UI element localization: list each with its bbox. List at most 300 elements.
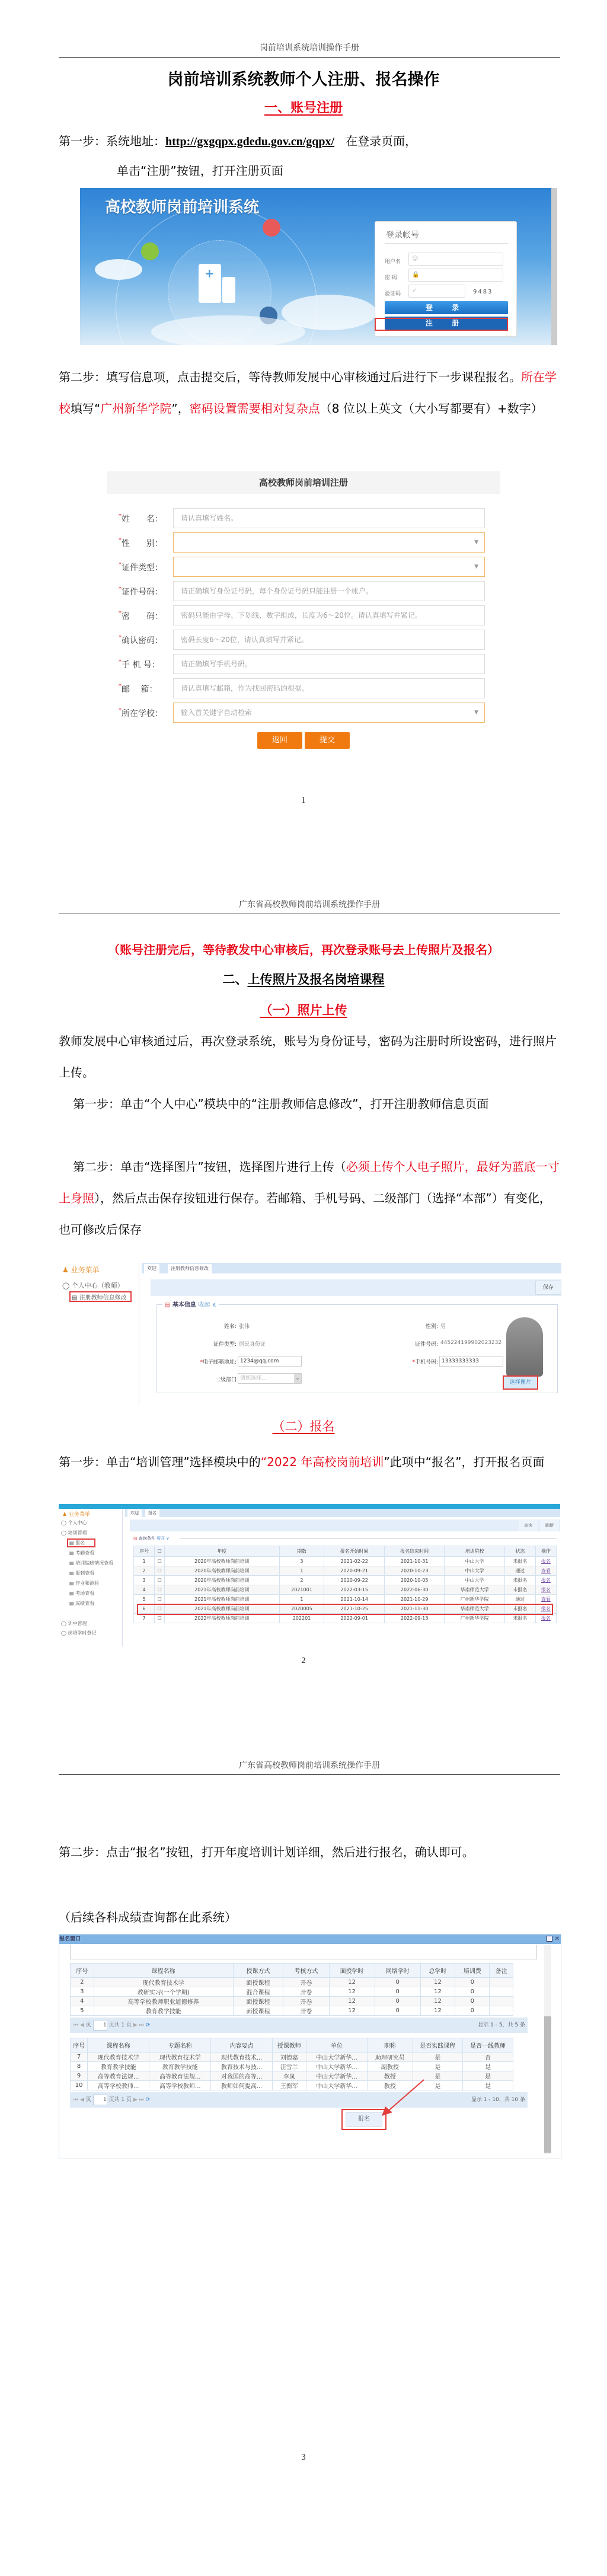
maximize-icon[interactable] xyxy=(547,1936,552,1942)
table-row xyxy=(71,2081,513,2090)
table-cell xyxy=(413,2062,463,2071)
expand-toggle[interactable]: 展开 ∨ xyxy=(156,1536,170,1541)
step1-line2: 单击“注册”按钮，打开注册页面 xyxy=(117,164,283,178)
highlight-box xyxy=(503,1375,538,1390)
column-header-text: 操作 xyxy=(541,1549,551,1554)
menu-label: 考场查看 xyxy=(75,1591,95,1596)
row-action-link[interactable]: 查看 xyxy=(541,1568,551,1573)
column-header xyxy=(94,1964,233,1978)
row-action-link[interactable]: 报名 xyxy=(541,1559,551,1564)
table-cell[interactable] xyxy=(535,1576,556,1585)
cell-text: 0 xyxy=(395,2007,400,2014)
sidebar-item-edit-profile[interactable]: ▤ 注册教师信息修改 xyxy=(72,1295,127,1301)
dept-select[interactable] xyxy=(238,1373,302,1384)
cell-text: 202201 xyxy=(292,1616,311,1621)
table-cell xyxy=(329,1987,375,1997)
email-label: *电子邮箱地址: xyxy=(200,1359,237,1365)
first-page-icon[interactable]: ⏮ xyxy=(74,2097,79,2103)
table-cell xyxy=(71,2052,88,2062)
enroll-step1-text: ”此项中“报名”，打开报名页面 xyxy=(384,1455,545,1469)
column-header xyxy=(233,1964,283,1978)
cell-text: 教育教学技能 xyxy=(145,2009,181,2015)
table-cell xyxy=(329,1978,375,1987)
sidebar-item[interactable]: ▤ 培训编班情况查看 xyxy=(69,1560,114,1566)
column-header xyxy=(134,1546,155,1557)
field-placeholder: 请正确填写身份证号码，每个身份证号码只能注册一个帐户。 xyxy=(181,587,373,595)
table-row xyxy=(71,1987,513,1997)
toolbar xyxy=(130,1520,560,1531)
table-cell xyxy=(279,1585,324,1595)
cell-text: 4 xyxy=(142,1587,146,1592)
avatar-placeholder xyxy=(506,1317,543,1377)
cell-text: 2020-09-21 xyxy=(340,1568,368,1573)
tab-enroll[interactable]: 报名 xyxy=(145,1509,159,1517)
cell-text: 5 xyxy=(80,2007,84,2014)
checkbox[interactable]: ☐ xyxy=(157,1549,162,1554)
column-header xyxy=(272,2038,306,2052)
table-cell xyxy=(455,2006,490,2016)
step1-prefix: 第一步：系统地址： xyxy=(59,134,165,148)
id-type-label: 证件类型: xyxy=(213,1342,237,1348)
chevron-down-icon[interactable]: ▼ xyxy=(474,540,478,545)
cell-text: 未报名 xyxy=(513,1559,528,1564)
row-checkbox[interactable]: ☐ xyxy=(155,1576,165,1585)
page-input[interactable]: 1 xyxy=(93,2020,107,2031)
scores-note: （后续各科成绩查询都在此系统） xyxy=(59,1910,237,1924)
section-label: 基本信息 xyxy=(172,1302,196,1308)
table-cell xyxy=(134,1557,155,1566)
cell-text: 7 xyxy=(142,1616,146,1621)
table-cell xyxy=(306,2052,367,2062)
table-cell xyxy=(165,1576,279,1585)
cell-text: 是 xyxy=(435,2055,441,2061)
step1-paragraph xyxy=(59,126,560,158)
cell-text: 未报名 xyxy=(513,1606,528,1611)
menu-label: 培训管理 xyxy=(68,1530,87,1536)
table-cell xyxy=(279,1576,324,1585)
table-cell xyxy=(211,2062,272,2071)
field-label-text: 证件类型： xyxy=(122,563,163,573)
upload-step2-text: ），然后点击保存按钮进行保存。若邮箱、手机号码、二级部门（选择“本部”）有变化，也可修改后保存 xyxy=(59,1191,551,1237)
section-heading-register xyxy=(0,98,607,116)
table-cell xyxy=(504,1557,535,1566)
sidebar-item[interactable]: ▤ 报名 xyxy=(69,1540,85,1546)
table-cell xyxy=(94,1997,233,2006)
table-cell xyxy=(306,2081,367,2090)
table-cell[interactable] xyxy=(535,1585,556,1595)
refresh-icon[interactable]: ⟳ xyxy=(145,2097,151,2103)
cell-text: 4 xyxy=(80,1998,84,2004)
cell-text: 面授课程 xyxy=(246,1980,270,1987)
cell-text: 10 xyxy=(75,2082,83,2089)
table-cell[interactable] xyxy=(535,1566,556,1576)
tab-welcome[interactable]: 欢迎 xyxy=(127,1509,142,1517)
phone-field[interactable]: 13333333333 xyxy=(439,1356,503,1367)
cell-text: 未报名 xyxy=(513,1587,528,1592)
table-cell xyxy=(88,2071,149,2081)
text-field[interactable] xyxy=(173,678,485,698)
step2-text: ”， xyxy=(171,401,190,416)
cell-text: 2022年高校教师岗前培训 xyxy=(194,1616,250,1621)
hospital-icon-annex xyxy=(222,277,235,303)
column-header-text: 总学时 xyxy=(429,1968,447,1975)
chevron-down-icon[interactable]: ⌄ xyxy=(294,1374,301,1383)
text-field[interactable] xyxy=(173,630,485,650)
table-cell xyxy=(134,1576,155,1585)
filter-legend xyxy=(133,1536,169,1541)
prev-page-icon[interactable]: ◀ xyxy=(79,2097,84,2103)
sidebar-item[interactable]: ▤ 考勤查看 xyxy=(69,1550,95,1556)
username-input[interactable]: ☺ xyxy=(408,253,503,266)
table-cell xyxy=(455,1987,490,1997)
field-label xyxy=(119,683,172,695)
sidebar-menu-title[interactable]: ♟ 业务菜单 xyxy=(62,1266,100,1274)
table-cell xyxy=(279,1566,324,1576)
table-cell xyxy=(384,1595,445,1604)
form-row xyxy=(107,557,500,577)
table-cell xyxy=(283,1978,329,1987)
column-header xyxy=(463,2038,513,2052)
tab-welcome[interactable]: 欢迎 xyxy=(144,1264,159,1273)
sidebar-item-personal-center[interactable]: ◯ 个人中心（教师） xyxy=(62,1282,124,1289)
cell-text: 现代教育技术... xyxy=(221,2055,263,2061)
table-cell xyxy=(504,1595,535,1604)
email-field[interactable]: 1234@qq.com xyxy=(238,1356,302,1367)
cell-text: 12 xyxy=(348,1988,356,1995)
row-checkbox[interactable]: ☐ xyxy=(155,1604,165,1614)
table-cell xyxy=(324,1585,385,1595)
column-header-text: 是否一线教师 xyxy=(470,2043,506,2050)
cell-text: 2022-09-01 xyxy=(340,1616,368,1621)
last-page-icon[interactable]: ⏭ xyxy=(139,2097,144,2103)
step2-school-name: 广州新华学院 xyxy=(100,401,172,416)
phone-label: *手机号码: xyxy=(412,1359,438,1365)
column-header xyxy=(375,1964,420,1978)
dept-label: 二级部门 xyxy=(215,1377,237,1383)
field-label-text: 手 机 号： xyxy=(122,660,160,670)
sidebar-item[interactable]: ▤ 考场查看 xyxy=(69,1591,95,1596)
cell-text: 未报名 xyxy=(513,1578,528,1583)
cell-text: 2021-10-25 xyxy=(340,1606,368,1611)
phone-label-text: 手机号码: xyxy=(414,1359,438,1365)
cell-text: 0 xyxy=(470,1988,474,1995)
row-action-link[interactable]: 报名 xyxy=(541,1587,551,1592)
cell-text: 高等教育法规... xyxy=(97,2074,139,2080)
cell-text: 现代教育技术学 xyxy=(142,1980,184,1987)
column-header-text: 网络学时 xyxy=(385,1968,410,1975)
table-row xyxy=(71,2062,513,2071)
last-page-icon[interactable]: ⏭ xyxy=(139,2022,144,2028)
table-cell xyxy=(71,2006,94,2016)
column-header xyxy=(71,2038,88,2052)
required-mark: * xyxy=(119,513,122,519)
field-label-text: 证件号码： xyxy=(122,588,163,597)
cell-text: 2021-11-30 xyxy=(400,1606,429,1611)
field-label-text: 确认密码： xyxy=(122,636,163,646)
cell-text: 李岚 xyxy=(283,2074,295,2080)
submit-button[interactable]: 提交 xyxy=(305,732,350,749)
table-cell xyxy=(283,2006,329,2016)
cell-text: 2 xyxy=(80,1979,84,1986)
form-icon: ▤ xyxy=(133,1536,138,1541)
cell-text: 0 xyxy=(395,1998,400,2004)
text-field[interactable] xyxy=(173,581,485,601)
row-checkbox[interactable]: ☐ xyxy=(155,1566,165,1576)
column-header-text: 课程名称 xyxy=(151,1968,175,1975)
password-input[interactable]: 🔒 xyxy=(408,269,503,282)
column-header-text: 备注 xyxy=(495,1968,507,1975)
dept-placeholder: 请您选择... xyxy=(240,1375,267,1381)
cell-text: 面授课程 xyxy=(246,2009,270,2015)
table-cell xyxy=(490,1997,513,2006)
cell-text: 中山大学 xyxy=(465,1578,484,1583)
pager-label: 页 xyxy=(85,2022,91,2028)
back-button[interactable]: 返回 xyxy=(257,732,302,749)
cell-text: 教师如何提高... xyxy=(221,2083,263,2090)
cell-text: 3 xyxy=(300,1559,304,1564)
table-cell xyxy=(134,1585,155,1595)
table-cell xyxy=(272,2071,306,2081)
chevron-down-icon[interactable]: ▼ xyxy=(474,564,478,570)
column-header xyxy=(155,1546,165,1557)
table-header-row xyxy=(71,1964,513,1978)
step2-text: 填写“ xyxy=(71,401,101,416)
first-page-icon[interactable]: ⏮ xyxy=(74,2022,79,2028)
cell-text: 12 xyxy=(434,2007,442,2014)
column-header xyxy=(490,1964,513,1978)
subsection-text: （一）照片上传 xyxy=(260,1003,347,1017)
column-header-text: 报名结束时间 xyxy=(400,1549,429,1554)
row-action-link[interactable]: 报名 xyxy=(541,1616,551,1621)
next-page-icon[interactable]: ▶ xyxy=(133,2022,138,2028)
sidebar xyxy=(59,1263,139,1405)
email-label-text: 电子邮箱地址: xyxy=(202,1359,237,1365)
section-number: 二、 xyxy=(222,972,248,987)
row-action-link[interactable]: 报名 xyxy=(541,1606,551,1611)
enroll-button[interactable]: 报名 xyxy=(346,2112,382,2127)
dialog-title-bar xyxy=(59,1935,561,1944)
row-checkbox[interactable]: ☐ xyxy=(155,1557,165,1566)
refresh-icon[interactable]: ⟳ xyxy=(145,2022,151,2028)
cell-text: 现代教育技术学 xyxy=(97,2055,139,2061)
plus-icon: + xyxy=(205,266,215,280)
step2-school-highlight: 所在学校 xyxy=(59,370,557,416)
column-header xyxy=(384,1546,445,1557)
topic-table xyxy=(70,2038,513,2090)
monitor-icon xyxy=(263,219,280,237)
required-mark: * xyxy=(119,537,122,544)
step2-paragraph xyxy=(59,362,560,424)
filter-label: 查询条件 xyxy=(138,1536,155,1541)
enroll-step2: 第二步：点击“报名”按钮，打开年度培训计划详细，然后进行报名，确认即可。 xyxy=(59,1845,474,1859)
tab-edit-profile[interactable]: 注册教师信息修改 xyxy=(168,1264,212,1273)
cell-text: 中山大学 xyxy=(465,1568,484,1573)
cell-text: 面授课程 xyxy=(246,1999,270,2006)
scrollbar-thumb[interactable] xyxy=(544,2016,551,2153)
column-header xyxy=(165,1546,279,1557)
cell-text: 否 xyxy=(485,2055,491,2061)
enroll-dialog-screenshot xyxy=(59,1934,561,2159)
table-header-row xyxy=(134,1546,557,1557)
field-label xyxy=(119,586,172,598)
cell-text: 2020年高校教师岗前培训 xyxy=(194,1559,250,1564)
sidebar-item[interactable]: ▤ 报到查看 xyxy=(69,1571,95,1576)
chevron-down-icon[interactable]: ▼ xyxy=(474,710,478,716)
menu-label: 业务菜单 xyxy=(71,1266,100,1274)
table-cell[interactable] xyxy=(535,1595,556,1604)
menu-label: 个人中心（教师） xyxy=(71,1282,124,1289)
table-cell xyxy=(463,2071,513,2081)
cell-text: 教育教学技能 xyxy=(162,2064,198,2071)
table-cell xyxy=(211,2052,272,2062)
column-header xyxy=(279,1546,324,1557)
save-button[interactable]: 保存 xyxy=(535,1281,561,1295)
cell-text: 2021年高校教师岗前培训 xyxy=(194,1587,250,1592)
cell-text: 教育教学技能 xyxy=(100,2064,136,2071)
divider xyxy=(180,1538,557,1539)
row-checkbox[interactable]: ☐ xyxy=(155,1585,165,1595)
cell-text: 开卷 xyxy=(300,1980,312,1987)
field-placeholder: 请认真填写邮箱，作为找回密码的根据。 xyxy=(181,684,309,692)
menu-label: 个人中心 xyxy=(68,1520,87,1525)
captcha-label: 验证码 xyxy=(385,291,401,297)
row-checkbox[interactable]: ☐ xyxy=(155,1595,165,1604)
table-cell xyxy=(368,2062,413,2071)
row-action-link[interactable]: 报名 xyxy=(541,1578,551,1583)
cell-text: 是 xyxy=(435,2074,441,2080)
subsection-photo-upload xyxy=(0,1001,607,1019)
text-field[interactable] xyxy=(173,654,485,674)
cell-text: 中山大学 xyxy=(465,1559,484,1564)
table-cell xyxy=(88,2081,149,2090)
sidebar-item[interactable]: ◯ 培训管理 xyxy=(61,1530,87,1536)
select-field[interactable] xyxy=(173,557,485,577)
divider xyxy=(385,243,508,244)
required-mark: * xyxy=(119,610,122,617)
table-cell xyxy=(504,1576,535,1585)
highlight-box xyxy=(137,1604,553,1615)
prev-page-icon[interactable]: ◀ xyxy=(79,2022,84,2028)
cell-text: 2 xyxy=(142,1568,146,1573)
table-row xyxy=(71,2052,513,2062)
form-row xyxy=(107,703,500,723)
close-icon[interactable]: ✕ xyxy=(554,1936,560,1942)
login-button[interactable]: 登 录 xyxy=(385,301,508,314)
cell-text: 0 xyxy=(470,1998,474,2004)
section-heading-text: 一、账号注册 xyxy=(264,101,343,116)
select-field[interactable] xyxy=(173,532,485,553)
menu-label: 考勤查看 xyxy=(75,1550,95,1556)
sidebar-item[interactable]: ▤ 成绩查看 xyxy=(69,1601,95,1606)
cell-text: 中山大学新华... xyxy=(316,2083,357,2090)
text-field[interactable] xyxy=(173,508,485,528)
table-cell xyxy=(420,1997,455,2006)
cell-text: 7 xyxy=(76,2054,81,2060)
cell-text: 中山大学新华... xyxy=(316,2055,357,2061)
collapse-toggle[interactable]: 收起 ∧ xyxy=(198,1302,216,1308)
step2-password-note: 密码设置需要相对复杂点 xyxy=(189,401,320,416)
select-field[interactable] xyxy=(173,703,485,723)
system-url-link[interactable]: http://gxgqpx.gdedu.gov.cn/gqpx/ xyxy=(165,135,335,148)
sidebar-menu-title[interactable]: ♟ 业务菜单 xyxy=(62,1512,90,1518)
sidebar-item[interactable]: ◯ 个人中心 xyxy=(61,1520,87,1525)
table-cell xyxy=(165,1585,279,1595)
sidebar-item[interactable]: ◯ 岗培学时登记 xyxy=(61,1630,97,1636)
row-checkbox[interactable]: ☐ xyxy=(155,1614,165,1623)
table-cell xyxy=(272,2062,306,2071)
table-cell xyxy=(165,1595,279,1604)
text-field[interactable] xyxy=(173,605,485,625)
cell-text: 8 xyxy=(76,2063,81,2070)
field-placeholder: 请认真填写姓名。 xyxy=(181,514,238,522)
table-cell xyxy=(375,1997,420,2006)
sidebar-item[interactable]: ▤ 作业和测验 xyxy=(69,1581,100,1586)
cell-text: 12 xyxy=(434,1979,442,1986)
tab-bar xyxy=(142,1263,561,1273)
column-header-text: 职称 xyxy=(384,2043,396,2050)
cell-text: 开卷 xyxy=(300,2009,312,2015)
column-header-text: 授课方式 xyxy=(246,1968,270,1975)
table-cell xyxy=(279,1557,324,1566)
table-cell xyxy=(504,1566,535,1576)
query-button[interactable]: 查询 xyxy=(519,1520,538,1531)
form-icon: ▤ xyxy=(165,1302,171,1308)
step2-text: （8 位以上英文（大小写都要有）+数字） xyxy=(320,401,543,416)
table-cell xyxy=(165,1566,279,1576)
table-cell xyxy=(149,2052,211,2062)
table-row xyxy=(134,1557,557,1566)
table-cell xyxy=(233,2006,283,2016)
dialog-scrollbar[interactable] xyxy=(544,1945,551,2154)
tab-bar xyxy=(125,1509,560,1517)
choose-photo-button[interactable]: 选择图片 xyxy=(504,1377,537,1388)
arrow-annotation xyxy=(379,2077,427,2118)
cell-text: 高等学校教师... xyxy=(159,2083,201,2090)
next-page-icon[interactable]: ▶ xyxy=(133,2097,138,2103)
sidebar-item[interactable]: ◯ 训中管理 xyxy=(61,1621,87,1626)
refresh-button[interactable]: 刷新 xyxy=(540,1520,559,1531)
register-button[interactable]: 注 册 xyxy=(385,317,508,330)
subsection-text: （二）报名 xyxy=(272,1419,335,1434)
form-row xyxy=(107,508,500,528)
table-cell xyxy=(445,1566,505,1576)
table-cell[interactable] xyxy=(535,1557,556,1566)
page-input[interactable]: 1 xyxy=(93,2095,107,2105)
sidebar xyxy=(59,1509,123,1646)
cell-text: 6 xyxy=(142,1606,146,1611)
cell-text: 通过 xyxy=(515,1568,525,1573)
table-cell xyxy=(463,2052,513,2062)
table-cell xyxy=(324,1595,385,1604)
cell-text: 12 xyxy=(348,2007,356,2014)
cell-text: 对我国的高等... xyxy=(221,2074,263,2080)
registration-form-screenshot xyxy=(107,471,500,750)
required-mark: * xyxy=(119,707,122,714)
table-row xyxy=(134,1566,557,1576)
captcha-input[interactable]: ✓ xyxy=(408,285,465,298)
scrollbar[interactable] xyxy=(551,188,557,345)
field-label-text: 所在学校： xyxy=(122,709,163,719)
row-action-link[interactable]: 查看 xyxy=(541,1597,551,1602)
column-header xyxy=(88,2038,149,2052)
cell-text: 教研实习(一个学期) xyxy=(137,1990,190,1996)
login-brand: 高校教师岗前培训系统 xyxy=(105,199,260,216)
pager-total: 页共 1 页 xyxy=(108,2097,132,2103)
form-row xyxy=(107,654,500,674)
cloud xyxy=(95,259,142,280)
field-label-text: 邮 箱： xyxy=(122,685,158,694)
table-cell xyxy=(233,1987,283,1997)
